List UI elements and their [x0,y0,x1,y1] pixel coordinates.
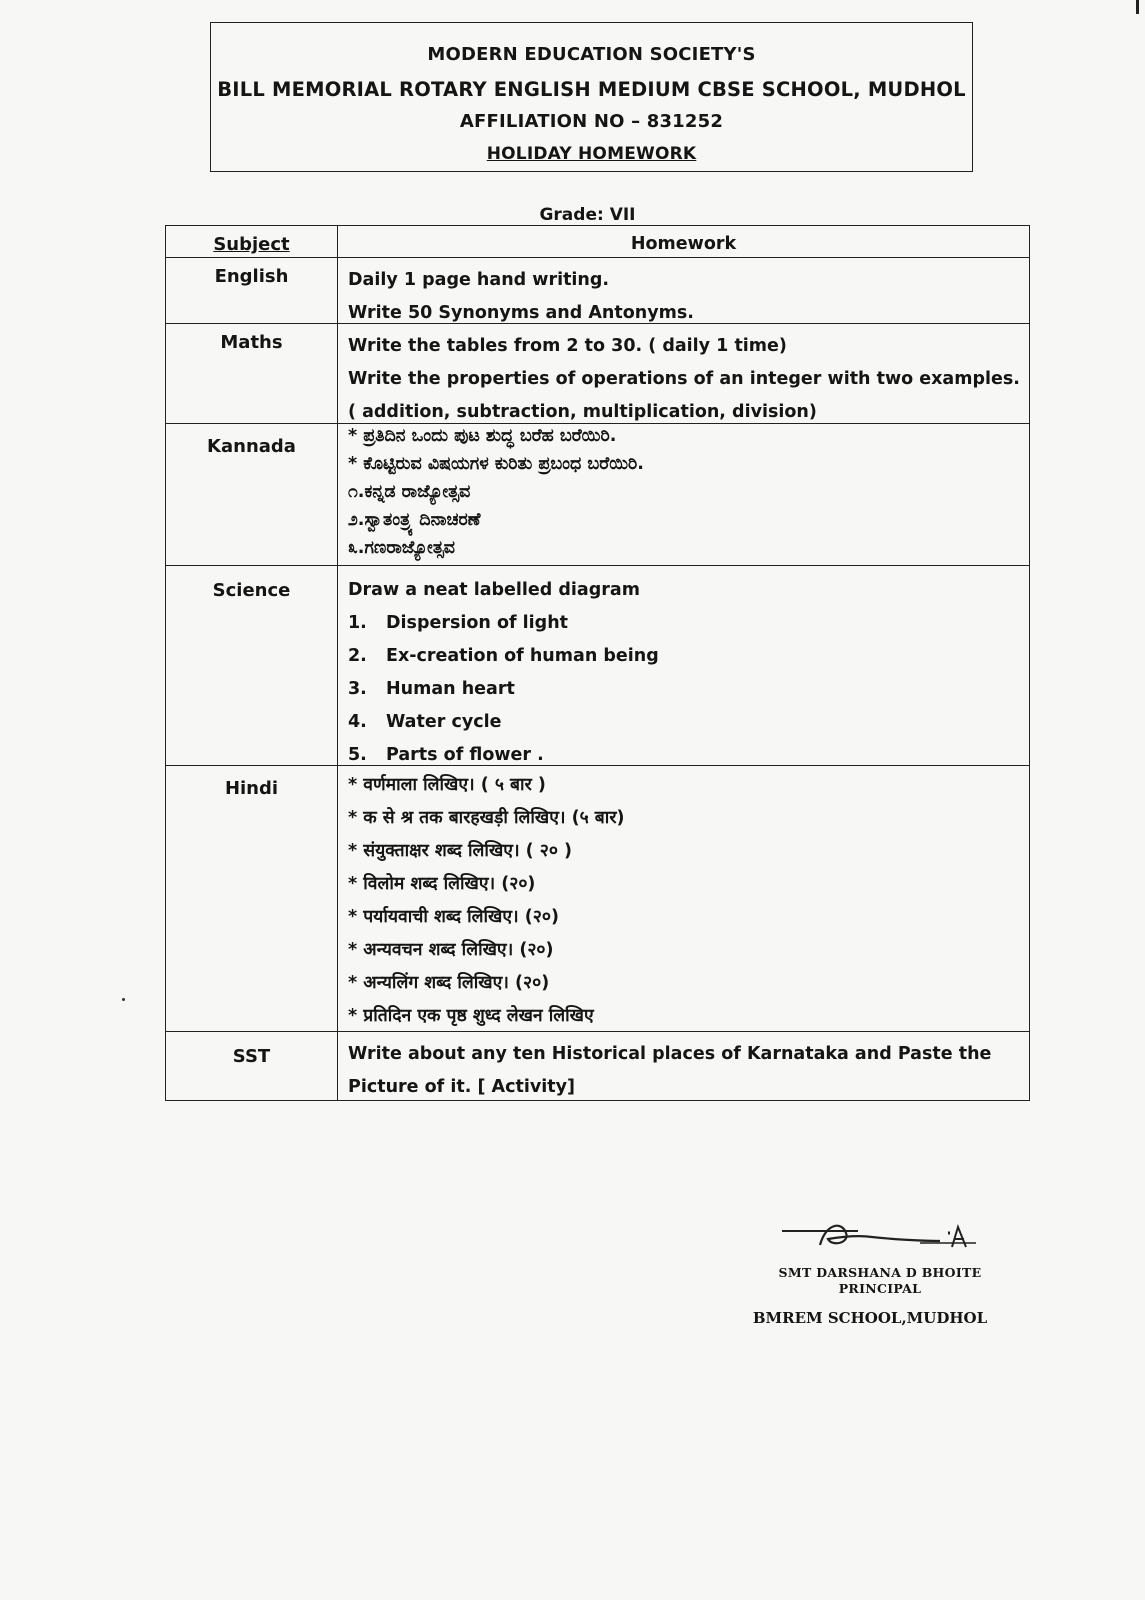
homework-line: * ಕೊಟ್ಟಿರುವ ವಿಷಯಗಳ ಕುರಿತು ಪ್ರಬಂಧ ಬರೆಯಿರಿ. [348,454,644,474]
homework-line: Write the properties of operations of an integer with two examples. [348,369,1020,389]
homework-line: * वर्णमाला लिखिए। ( ५ बार ) [348,775,546,795]
subject-column-header: Subject [166,226,338,257]
affiliation-number: AFFILIATION NO – 831252 [459,111,724,132]
principal-name-block [775,1265,985,1297]
subject-cell: Maths [166,324,338,423]
principal-name: SMT DARSHANA D BHOITE [778,1265,982,1280]
subject-cell: Hindi [166,766,338,1031]
principal-role: PRINCIPAL [838,1281,922,1296]
subject-cell: SST [166,1032,338,1100]
list-item: 3. Human heart [348,679,515,699]
homework-line: * विलोम शब्द लिखिए। (२०) [348,874,536,894]
subject-cell: English [166,258,338,323]
table-row-hindi [165,765,1030,1031]
homework-line: * संयुक्ताक्षर शब्द लिखिए। ( २० ) [348,841,573,861]
homework-line: * पर्यायवाची शब्द लिखिए। (२०) [348,907,559,927]
homework-cell [338,1032,1029,1100]
list-item: 4. Water cycle [348,712,502,732]
table-row-sst [165,1031,1030,1101]
letterhead-box [210,22,973,172]
table-header-row [165,225,1030,257]
homework-cell [338,566,1029,765]
page-speck [122,998,125,1001]
list-item: 5. Parts of flower . [348,745,544,765]
school-name: BILL MEMORIAL ROTARY ENGLISH MEDIUM CBSE SCHOOL, MUDHOL [217,78,966,101]
document-title: HOLIDAY HOMEWORK [486,144,697,164]
homework-cell [338,766,1029,1031]
subject-cell: Kannada [166,424,338,565]
homework-line: * क से श्र तक बारहखड़ी लिखिए। (५ बार) [348,808,625,828]
homework-cell [338,324,1029,423]
homework-line: * अन्यलिंग शब्द लिखिए। (२०) [348,973,550,993]
homework-line: Write about any ten Historical places of Karnataka and Paste the [348,1044,992,1064]
list-item: 1. Dispersion of light [348,613,569,633]
homework-line: ೨.ಸ್ವಾತಂತ್ರ್ಯ ದಿನಾಚರಣೆ [348,510,481,530]
homework-column-header: Homework [630,234,737,254]
table-row-science [165,565,1030,765]
list-item: 2. Ex-creation of human being [348,646,659,666]
homework-line: Draw a neat labelled diagram [348,580,640,600]
homework-line: Daily 1 page hand writing. [348,270,610,290]
homework-line: * ಪ್ರತಿದಿನ ಒಂದು ಪುಟ ಶುದ್ಧ ಬರೆಹ ಬರೆಯಿರಿ. [348,426,617,446]
table-row-kannada [165,423,1030,565]
homework-line: Write the tables from 2 to 30. ( daily 1 time) [348,336,787,356]
homework-line: ( addition, subtraction, multiplication, division) [348,402,817,422]
homework-cell [338,424,1029,565]
homework-cell [338,258,1029,323]
table-row-maths [165,323,1030,423]
edge-mark [1136,0,1139,14]
grade-label: Grade: VII [539,205,636,225]
homework-line: * अन्यवचन शब्द लिखिए। (२०) [348,940,554,960]
homework-line: * प्रतिदिन एक पृष्ठ शुध्द लेखन लिखिए [348,1006,594,1026]
homework-line: ೧.ಕನ್ನಡ ರಾಜ್ಯೋತ್ಸವ [348,482,471,502]
subject-cell: Science [166,566,338,765]
society-name: MODERN EDUCATION SOCIETY'S [427,44,756,65]
school-stamp-text: BMREM SCHOOL,MUDHOL [752,1309,988,1327]
principal-signature [780,1215,980,1255]
homework-line: Write 50 Synonyms and Antonyms. [348,303,694,323]
homework-line: Picture of it. [ Activity] [348,1077,575,1097]
table-row-english [165,257,1030,323]
homework-line: ೩.ಗಣರಾಜ್ಯೋತ್ಸವ [348,538,456,558]
